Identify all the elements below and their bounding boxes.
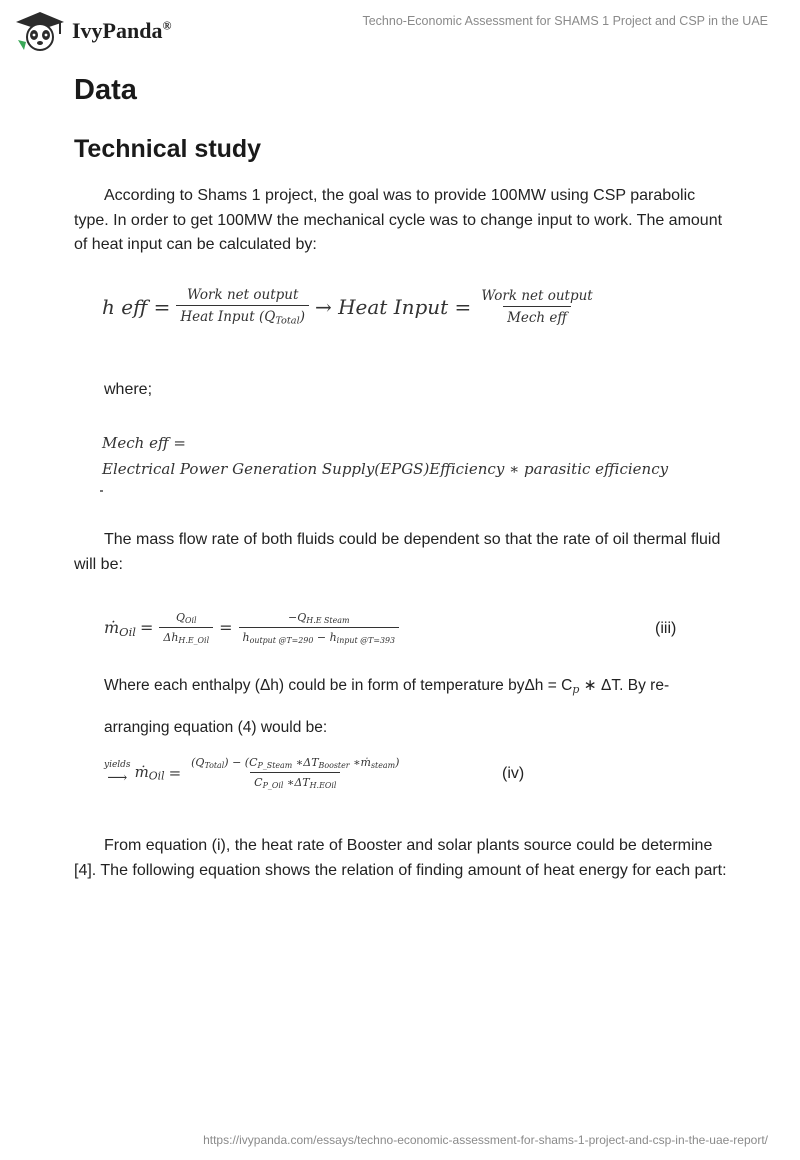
equation-number-iv: (iv) [502, 765, 525, 782]
where-label: where; [104, 381, 153, 398]
equation-heat-efficiency: h eff = $\frac{\text{Work net output}}{Heat Input (Q_{Total})}$ → Heat Input = $\frac{\text{Work net output}}{\text{Mech eff}}$ [102, 287, 593, 327]
section-heading: Data [74, 74, 137, 106]
page-header [0, 0, 800, 60]
equation-oil-mass-flow: ṁ$_{Oil}$ = $\frac{Q_{Oil}}{\Delta h_{H.E\_Oil}}$ = $\frac{-Q_{H.E Steam}}{h_{output @T=290} - h_{input @T=393}}$ [104, 611, 405, 645]
source-url[interactable]: https://ivypanda.com/essays/techno-economic-assessment-for-shams-1-project-and-csp-in-the-uae-report/ [203, 1133, 768, 1147]
subsection-heading: Technical study [74, 135, 262, 163]
brand-name: IvyPanda® [72, 18, 172, 43]
panda-graduate-icon [14, 10, 66, 52]
equation-oil-mass-flow-rearranged: yields ⟶ ṁ$_{Oil}$ = $\frac{(Q_{Total}) - (C_{P\_Steam} ∗\Delta T_{Booster} ∗ṁ_{steam})}{C_{P\_Oil} ∗\Delta T_{H.EOil}}$ [104, 756, 400, 790]
stray-mark [100, 490, 103, 492]
rearranging-note: arranging equation (4) would be: [104, 719, 328, 736]
paragraph-heat-rate: From equation (i), the heat rate of Booster and solar plants source could be determine [4]. The following equation shows the relation of finding amount of heat energy for each part: [74, 837, 727, 879]
yields-arrow: yields ⟶ [104, 759, 131, 786]
equation-number-iii: (iii) [655, 620, 677, 637]
ivypanda-logo[interactable] [14, 10, 171, 52]
document-title: Techno-Economic Assessment for SHAMS 1 Project and CSP in the UAE [362, 14, 768, 28]
paragraph-mass-flow: The mass flow rate of both fluids could be dependent so that the rate of oil thermal fluid will be: [74, 531, 721, 573]
enthalpy-note: Where each enthalpy (Δh) could be in form of temperature $by\Delta h = C_p$ ∗ ΔT. By re- [104, 677, 670, 696]
paragraph-heat-input: According to Shams 1 project, the goal was to provide 100MW using CSP parabolic type. In order to get 100MW the mechanical cycle was to change input to work. The amount of heat input can be calculated by: [74, 187, 723, 253]
equation-mech-efficiency: Mech eff = Electrical Power Generation Supply(EPGS)Efficiency ∗ parasitic efficiency [102, 434, 669, 478]
